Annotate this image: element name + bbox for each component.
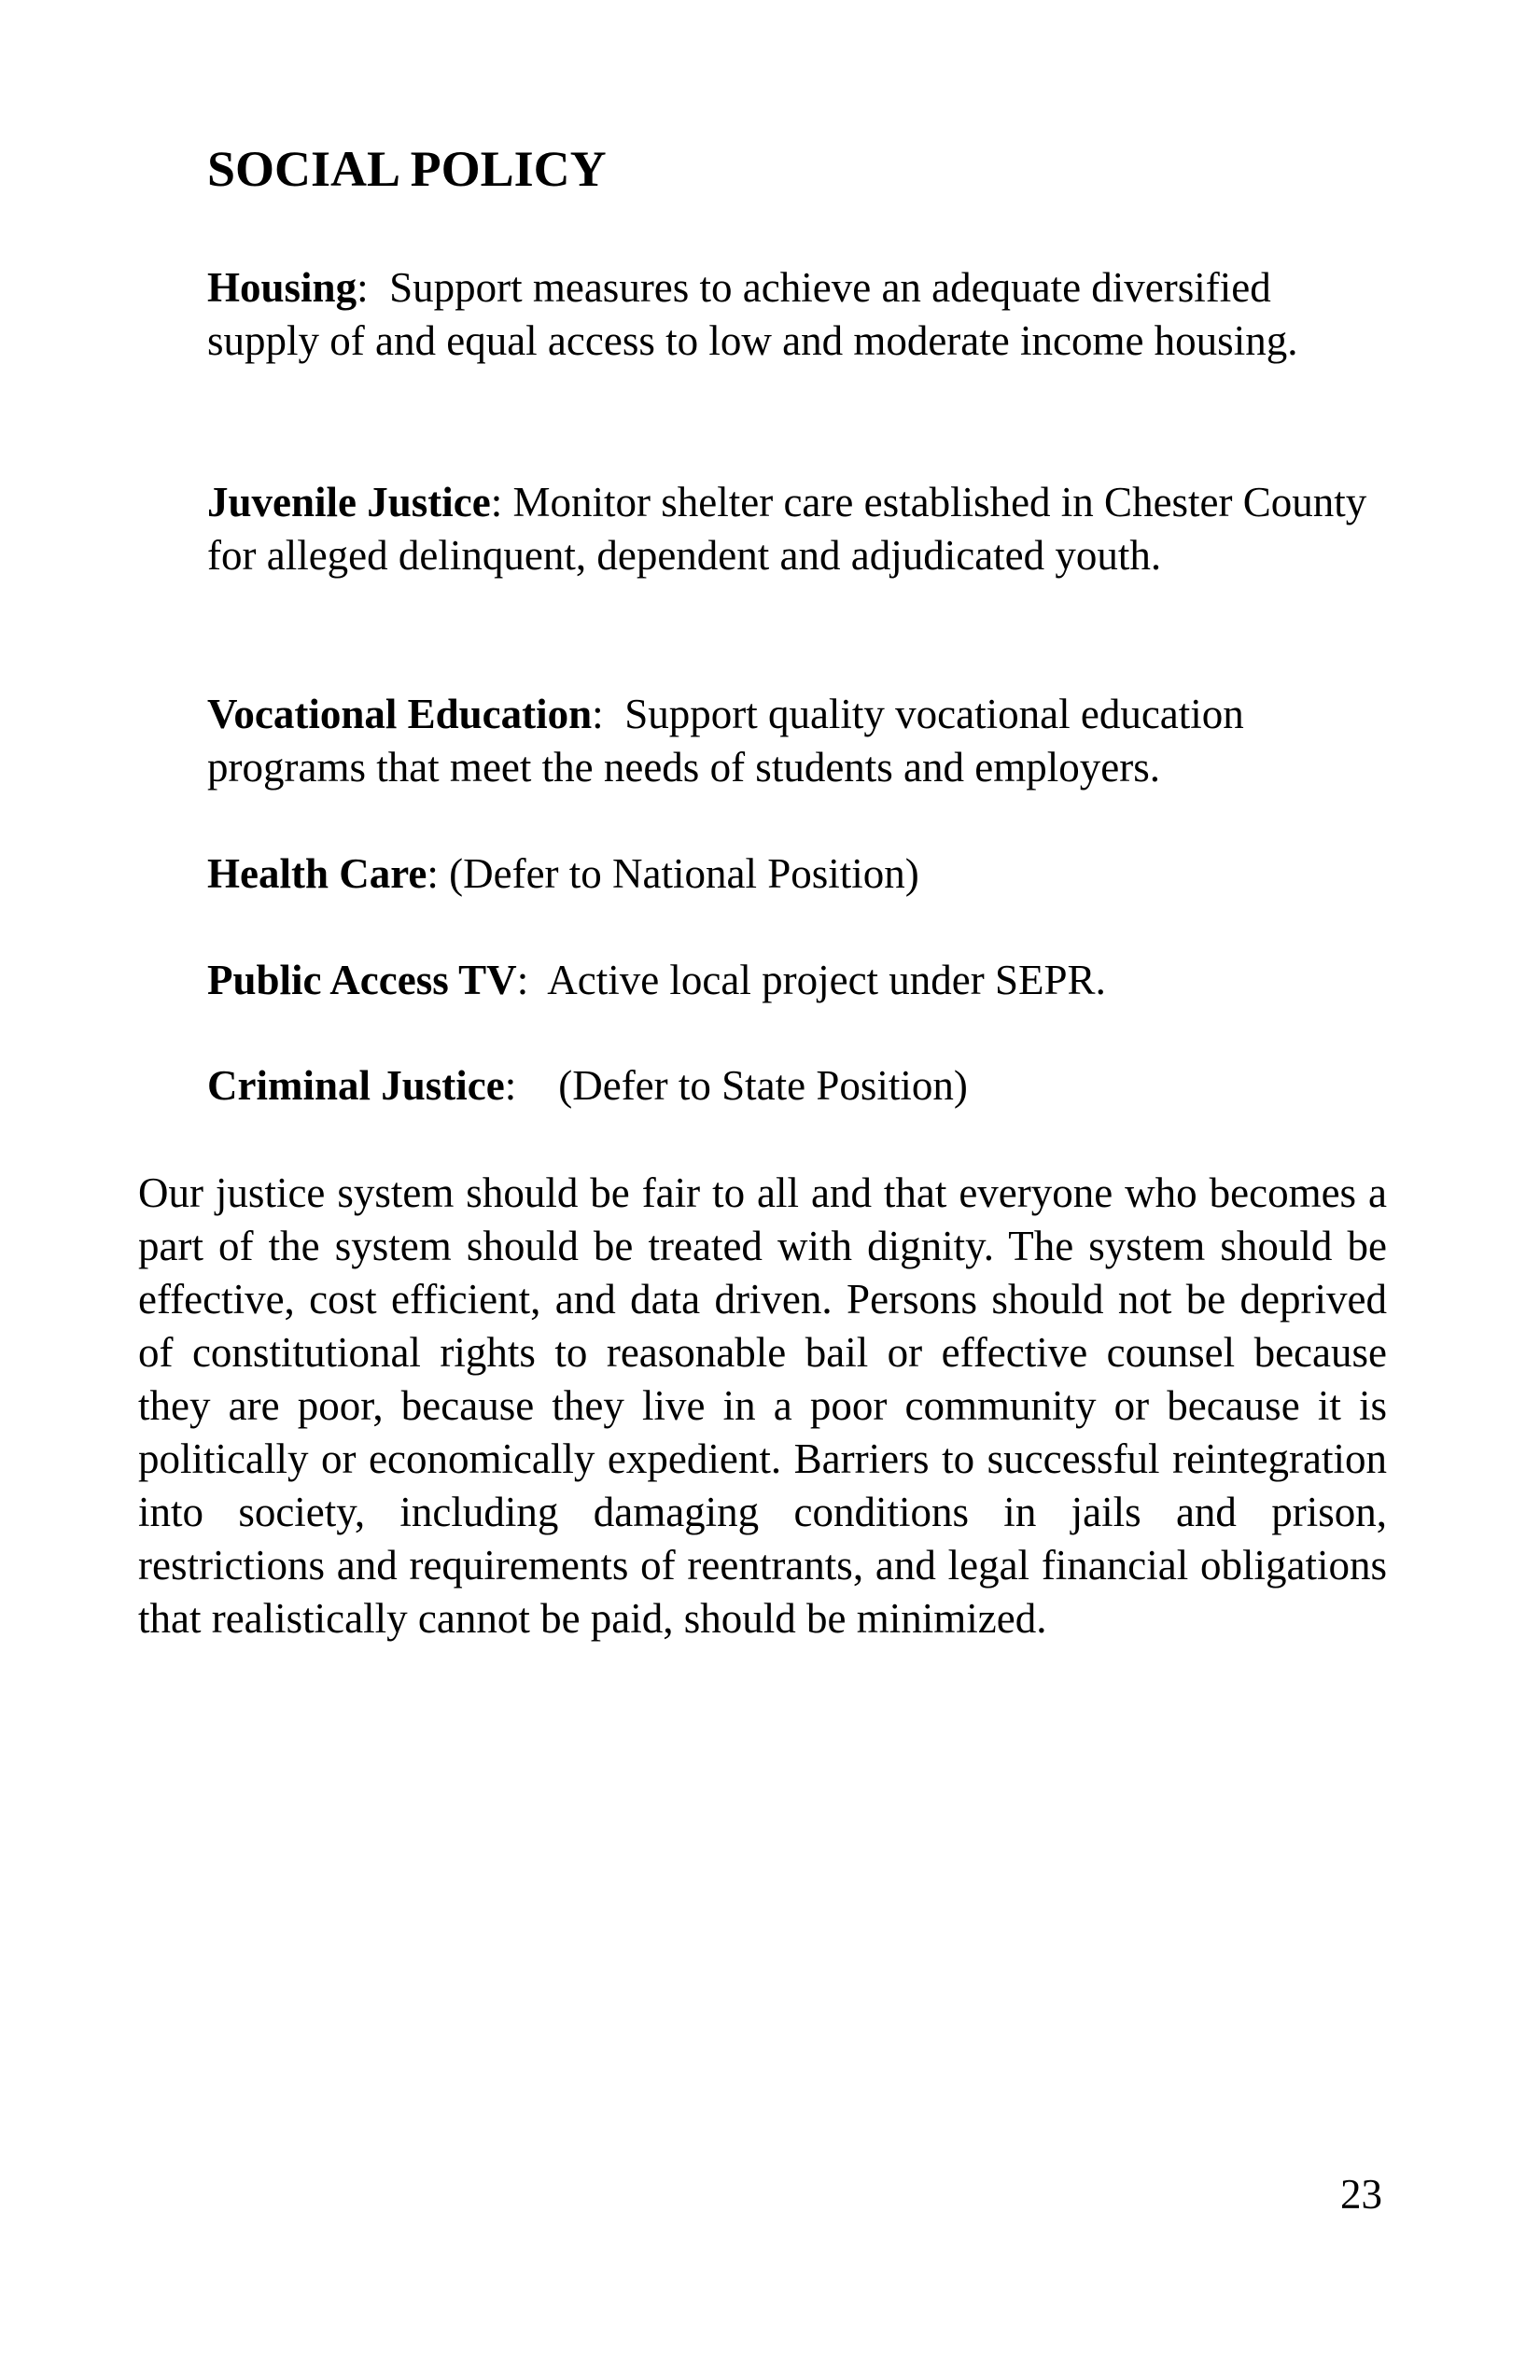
policy-text: Support quality vocational education programs that meet the needs of students and employers. (207, 691, 1244, 791)
policy-item-vocational-education (207, 688, 1393, 794)
policy-separator: : (504, 1062, 559, 1109)
policy-separator: : (427, 850, 450, 897)
policy-text: Active local project under SEPR. (547, 957, 1106, 1003)
policy-label: Criminal Justice (207, 1062, 505, 1109)
policy-item-juvenile-justice (207, 476, 1383, 582)
policy-item-criminal-justice (207, 1059, 1402, 1113)
policy-separator: : (357, 264, 390, 311)
policy-label: Health Care (207, 850, 427, 897)
policy-text: Monitor shelter care established in Chester County for alleged delinquent, dependent and adjudicated youth. (207, 479, 1367, 579)
policy-label: Public Access TV (207, 957, 517, 1003)
policy-item-housing (207, 261, 1383, 368)
section-title: SOCIAL POLICY (207, 141, 607, 197)
policy-text: Support measures to achieve an adequate diversified supply of and equal access to low and moderate income housing. (207, 264, 1298, 364)
policy-label: Juvenile Justice (207, 479, 491, 525)
policy-text: (Defer to National Position) (449, 850, 919, 897)
page-number: 23 (1340, 2171, 1382, 2218)
policy-label: Housing (207, 264, 357, 311)
policy-text: (Defer to State Position) (558, 1062, 968, 1109)
policy-separator: : (516, 957, 548, 1003)
policy-item-public-access-tv (207, 954, 1402, 1007)
policy-separator: : (490, 479, 513, 525)
criminal-justice-paragraph: Our justice system should be fair to all and that everyone who becomes a part of the system should be treated with dignity. The system should be effective, cost efficient, and data driven. Persons should not be deprived of constitutional rights to reasonable bail or effective counsel because they are poor, because they live in a poor community or because it is politically or economically expedient. Barriers to successful reintegration into society, including damaging conditions in jails and prison, restrictions and requirements of reentrants, and legal financial obligations that realistically cannot be paid, should be minimized. (138, 1169, 1387, 1642)
policy-separator: : (592, 691, 625, 737)
policy-item-health-care (207, 847, 1402, 901)
policy-label: Vocational Education (207, 691, 593, 737)
